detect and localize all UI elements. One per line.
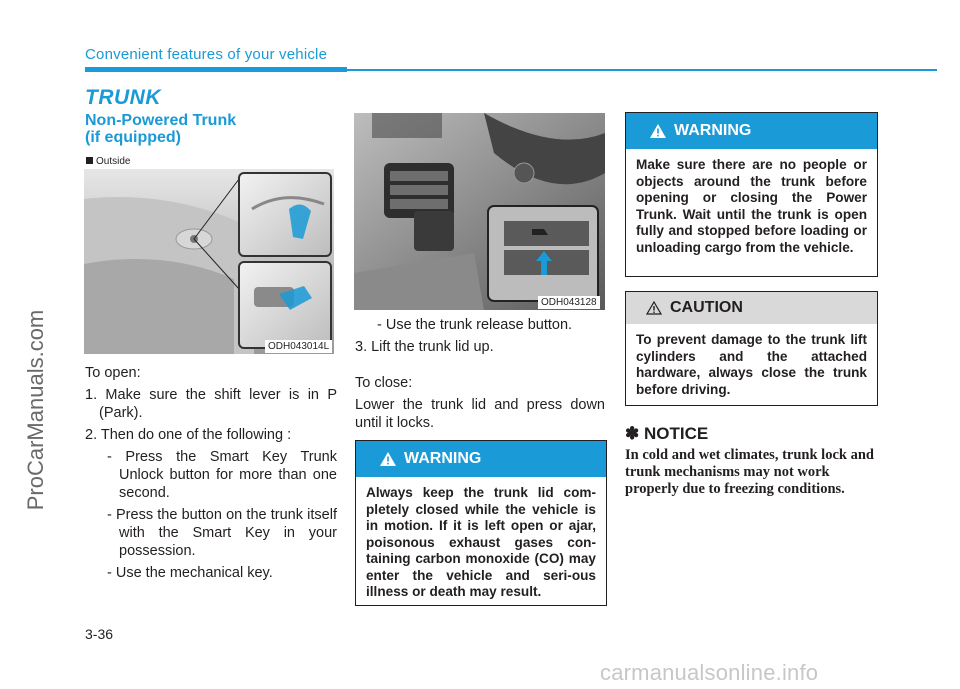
section-heading-line2: (if equipped)	[85, 129, 181, 146]
caution-label: CAUTION	[670, 299, 743, 316]
open-option-3: - Use the mechanical key.	[107, 565, 273, 581]
warning-box-exhaust	[355, 440, 607, 606]
page-number: 3-36	[85, 626, 114, 642]
figure-outside-photo	[84, 169, 334, 354]
warning-text: Make sure there are no people or objects around the trunk before opening or closing the Power Trunk. Wait until the trunk is open fully and stopped before loading or unloading cargo from the vehicle.	[636, 157, 867, 255]
caution-triangle-icon	[646, 301, 662, 315]
warning-triangle-icon	[650, 124, 666, 138]
square-bullet-icon	[86, 157, 93, 164]
dashboard-illustration	[354, 113, 605, 310]
notice-title: ✽ NOTICE	[625, 424, 709, 443]
open-option-1: - Press the Smart Key Trunk Unlock button for more than one second.	[107, 449, 337, 501]
notice-text: In cold and wet climates, trunk lock and trunk mechanisms may not work properly due to freezing conditions.	[625, 447, 874, 497]
open-step-2: 2. Then do one of the following :	[85, 427, 292, 443]
page-title: TRUNK	[85, 86, 161, 109]
warning-text: Always keep the trunk lid com-pletely closed while the vehicle is in motion. If it is left open or ajar, poisonous exhaust gases con-taining carbon monoxide (CO) may enter the vehicle and seri-ous illness or death may result.	[366, 485, 596, 599]
header-rule-thick	[85, 67, 347, 72]
close-heading: To close:	[355, 375, 413, 391]
close-text: Lower the trunk lid and press down until it locks.	[355, 397, 605, 431]
open-heading: To open:	[85, 365, 141, 381]
open-instructions	[85, 364, 337, 582]
warning-header	[356, 441, 606, 477]
open-step-1: 1. Make sure the shift lever is in P (Park).	[85, 387, 337, 421]
side-watermark	[6, 160, 66, 660]
side-watermark-text: ProCarManuals.com	[23, 309, 48, 511]
caution-header	[626, 292, 877, 324]
open-step-3: 3. Lift the trunk lid up.	[355, 339, 494, 355]
open-instructions-continued	[355, 316, 605, 432]
warning-box-power-trunk	[625, 112, 878, 277]
car-rear-illustration	[84, 169, 334, 354]
figure-inside-photo	[354, 113, 605, 310]
header-rule-thin	[347, 69, 937, 71]
open-option-4: - Use the trunk release button.	[377, 317, 573, 333]
open-option-2: - Press the button on the trunk itself with the Smart Key in your possession.	[107, 507, 337, 559]
warning-label: WARNING	[404, 450, 482, 467]
section-title: Convenient features of your vehicle	[85, 46, 328, 63]
caution-box	[625, 291, 878, 406]
warning-triangle-icon	[380, 452, 396, 466]
section-heading	[85, 112, 335, 146]
figure-outside-label: Outside	[86, 156, 130, 167]
caution-text: To prevent damage to the trunk lift cylinders and the attached hardware, always close the trunk before driving.	[636, 332, 867, 397]
warning-header	[626, 113, 877, 149]
section-heading-line1: Non-Powered Trunk	[85, 112, 237, 129]
warning-label: WARNING	[674, 122, 752, 139]
figure-outside-code: ODH043014L	[265, 340, 332, 353]
footer-watermark: carmanualsonline.info	[600, 660, 819, 685]
figure-inside-code: ODH043128	[538, 296, 600, 309]
